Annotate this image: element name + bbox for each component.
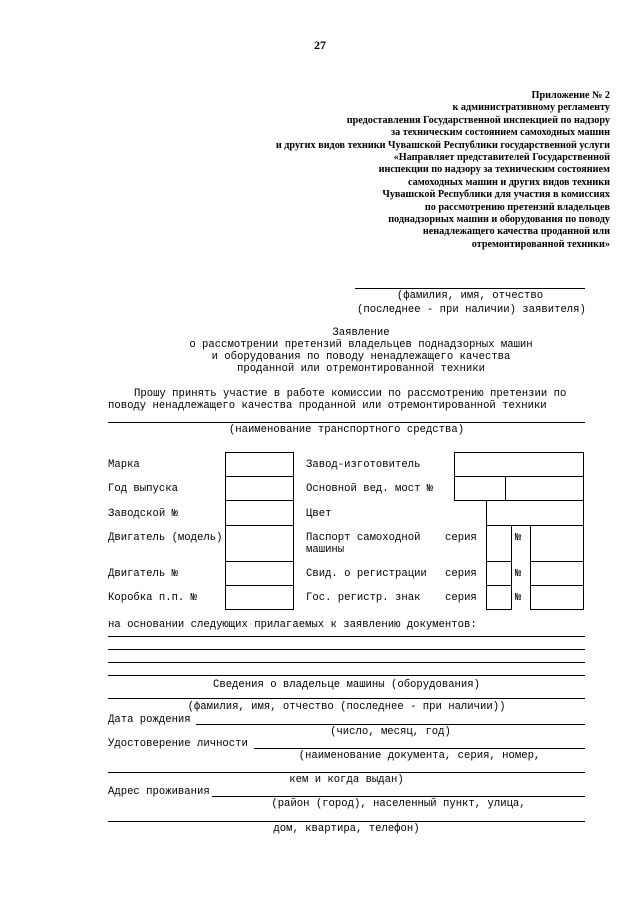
appendix-line: отремонтированной техники» <box>471 238 610 250</box>
label-address: Адрес проживания <box>108 786 210 798</box>
label-engine-number: Двигатель № <box>108 568 178 580</box>
engine-number-box[interactable] <box>225 561 294 586</box>
appendix-header <box>276 90 610 251</box>
brand-box[interactable] <box>225 452 294 477</box>
label-passport-2: машины <box>306 544 345 556</box>
appendix-line: предоставления Государственной инспекцией по надзору <box>346 114 610 126</box>
identity-caption-2: кем и когда выдан) <box>289 774 404 786</box>
label-registration-series: серия <box>445 568 477 580</box>
identity-line-2[interactable] <box>108 772 585 773</box>
identity-caption: (наименование документа, серия, номер, <box>298 750 541 762</box>
appendix-line: за техническим состоянием самоходных машин <box>390 127 610 139</box>
application-heading: Заявление <box>332 327 390 339</box>
registration-series-box[interactable] <box>486 561 512 586</box>
appendix-line: Чувашской Республики для участия в комиссиях <box>382 189 610 201</box>
documents-line-1[interactable] <box>108 636 585 637</box>
appendix-line: «Направляет представителей Государственной <box>393 152 610 164</box>
label-color: Цвет <box>306 508 332 520</box>
documents-line-3[interactable] <box>108 662 585 663</box>
serial-box[interactable] <box>225 500 294 526</box>
color-box[interactable] <box>486 500 584 526</box>
documents-line-2[interactable] <box>108 649 585 650</box>
application-subtitle-1: о рассмотрении претензий владельцев поднадзорных машин <box>189 339 533 351</box>
appendix-line: ненадлежащего качества проданной или <box>422 226 610 238</box>
label-year: Год выпуска <box>108 483 178 495</box>
owner-fio-caption: (фамилия, имя, отчество (последнее - при наличии)) <box>187 701 506 713</box>
birth-date-caption: (число, месяц, год) <box>330 726 451 738</box>
documents-caption: на основании следующих прилагаемых к заявлению документов: <box>108 619 477 631</box>
applicant-caption-1: (фамилия, имя, отчество <box>396 290 544 302</box>
label-main-axle: Основной вед. мост № <box>306 483 434 495</box>
owner-heading: Сведения о владельце машины (оборудования) <box>212 679 480 691</box>
passport-number-sign: № <box>515 532 522 544</box>
appendix-line: и других видов техники Чувашской Республики государственной услуги <box>275 139 610 151</box>
label-birth-date: Дата рождения <box>108 714 191 726</box>
plate-number-sign: № <box>515 592 522 604</box>
appendix-line: поднадзорных машин и оборудования по поводу <box>388 214 610 226</box>
appendix-line: самоходных машин и других видов техники <box>408 176 610 188</box>
page-number: 27 <box>314 38 326 52</box>
label-brand: Марка <box>108 459 140 471</box>
main-axle-divider <box>505 476 506 501</box>
application-subtitle-3: проданной или отремонтированной техники <box>237 363 485 375</box>
address-caption: (район (город), населенный пункт, улица, <box>271 798 526 810</box>
label-registration: Свид. о регистрации <box>306 568 427 580</box>
plate-number-box[interactable] <box>530 585 584 610</box>
appendix-line: к административному регламенту <box>452 102 610 114</box>
vehicle-name-caption: (наименование транспортного средства) <box>228 424 465 436</box>
registration-number-sign: № <box>515 568 522 580</box>
address-line[interactable] <box>212 796 585 797</box>
label-manufacturer: Завод-изготовитель <box>306 459 421 471</box>
label-serial: Заводской № <box>108 508 178 520</box>
appendix-line: по рассмотрению претензий владельцев <box>424 201 610 213</box>
request-line-1: Прошу принять участие в работе комиссии по рассмотрению претензии по <box>134 388 567 400</box>
passport-number-box[interactable] <box>530 525 584 562</box>
address-line-2[interactable] <box>108 821 585 822</box>
appendix-line: Приложение № 2 <box>531 90 610 101</box>
request-line-2: поводу ненадлежащего качества проданной или отремонтированной техники <box>108 400 547 412</box>
vehicle-name-line <box>108 422 585 423</box>
appendix-line: инспекции по надзору за техническим состоянием <box>378 164 610 176</box>
owner-fio-line[interactable] <box>108 698 585 699</box>
applicant-fio-line <box>355 288 585 289</box>
plate-series-box[interactable] <box>486 585 512 610</box>
registration-number-box[interactable] <box>530 561 584 586</box>
passport-series-box[interactable] <box>486 525 512 562</box>
birth-date-line[interactable] <box>196 724 585 725</box>
year-box[interactable] <box>225 476 294 501</box>
label-plate: Гос. регистр. знак <box>306 592 421 604</box>
engine-model-box[interactable] <box>225 525 294 562</box>
application-subtitle-2: и оборудования по поводу ненадлежащего качества <box>211 351 511 363</box>
label-passport-1: Паспорт самоходной <box>306 532 421 544</box>
label-gearbox: Коробка п.п. № <box>108 592 198 604</box>
label-identity: Удостоверение личности <box>108 738 248 750</box>
label-passport-series: серия <box>445 532 477 544</box>
identity-line[interactable] <box>254 748 585 749</box>
label-plate-series: серия <box>445 592 477 604</box>
applicant-caption-2: (последнее - при наличии) заявителя) <box>357 304 586 316</box>
address-caption-2: дом, квартира, телефон) <box>273 823 420 835</box>
owner-top-line <box>108 675 585 676</box>
label-engine-model: Двигатель (модель) <box>108 532 223 544</box>
gearbox-box[interactable] <box>225 585 294 610</box>
main-axle-box[interactable] <box>454 476 584 501</box>
manufacturer-box[interactable] <box>454 452 584 477</box>
